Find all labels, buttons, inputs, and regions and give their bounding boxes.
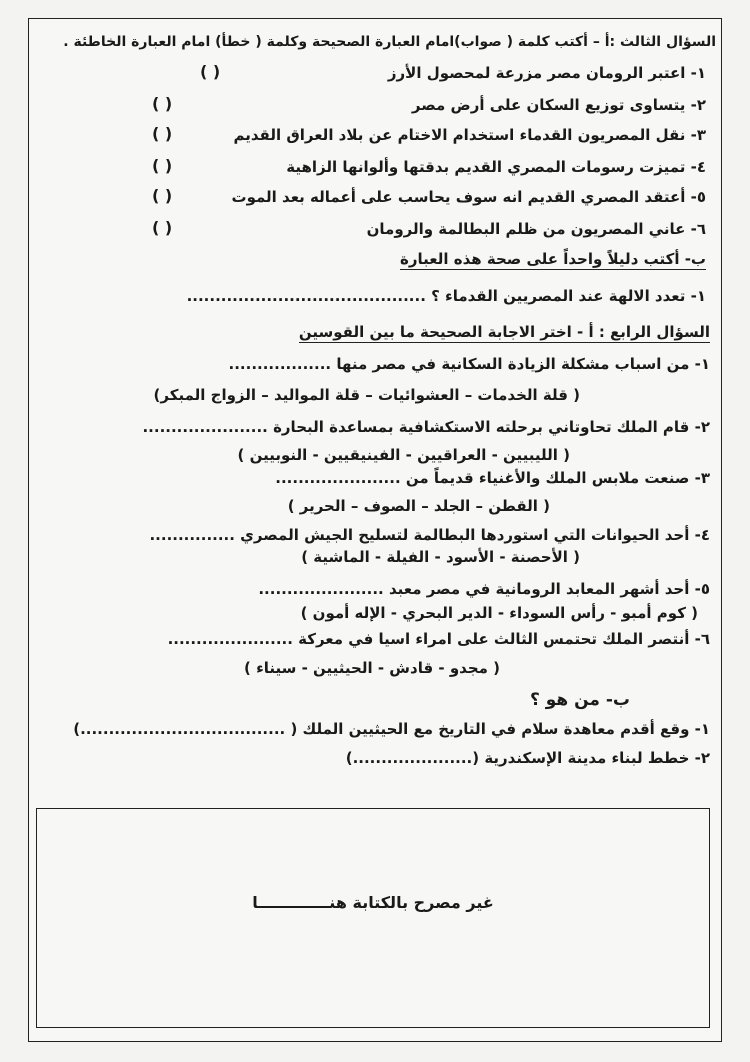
q4-part-b-item-1[interactable]: ١- وقع أقدم معاهدة سلام في التاريخ مع الحيثيين الملك ( ....................................) xyxy=(73,720,710,738)
q4-options-4[interactable]: ( الأحصنة - الأسود - الفيلة - الماشية ) xyxy=(301,548,580,566)
q3-answer-1[interactable]: ( ) xyxy=(200,62,221,81)
q4-item-6: ٦- أنتصر الملك تحتمس الثالث على امراء اسيا في معركة ...................... xyxy=(167,630,710,648)
q4-options-5[interactable]: ( كوم أمبو - رأس السوداء - الدير البحري - الإله أمون ) xyxy=(300,604,698,622)
q4-options-3[interactable]: ( القطن – الجلد – الصوف – الحرير ) xyxy=(287,497,550,515)
q4-options-1[interactable]: ( قلة الخدمات – العشوائيات – قلة المواليد – الزواج المبكر) xyxy=(153,386,580,404)
q4-options-6[interactable]: ( مجدو - قادش - الحيثيين - سيناء ) xyxy=(244,659,500,677)
q4-item-4: ٤- أحد الحيوانات التي استوردها البطالمة لتسليح الجيش المصري ............... xyxy=(149,526,710,544)
q4-part-b-title: ب- من هو ؟ xyxy=(529,690,630,710)
q3-item-4: ٤- تميزت رسومات المصري القديم بدقتها وألوانها الزاهية xyxy=(286,158,706,176)
q4-options-2[interactable]: ( الليبيين - العراقيين - الفينيقيين - النوبيين ) xyxy=(237,446,570,464)
q3-part-b-item[interactable]: ١- تعدد الالهة عند المصريين القدماء ؟ .......................................... xyxy=(186,287,706,305)
q4-item-2: ٢- قام الملك تحاوتاني برحلته الاستكشافية بمساعدة البحارة ...................... xyxy=(142,418,710,436)
q3-answer-4[interactable]: ( ) xyxy=(152,156,173,175)
q4-part-b-item-2[interactable]: ٢- خطط لبناء مدينة الإسكندرية (.....................) xyxy=(345,749,710,767)
q4-header: السؤال الرابع : أ - اختر الاجابة الصحيحة ما بين القوسين xyxy=(298,323,710,341)
q3-part-b-title: ب- أكتب دليلاً واحداً على صحة هذه العبارة xyxy=(400,250,706,268)
no-writing-box xyxy=(36,808,710,1028)
q4-item-3: ٣- صنعت ملابس الملك والأغنياء قديماً من ...................... xyxy=(275,469,710,487)
q3-item-3: ٣- نقل المصريون القدماء استخدام الاختام عن بلاد العراق القديم xyxy=(233,126,706,144)
no-writing-notice: غير مصرح بالكتابة هنـــــــــــــا xyxy=(252,893,494,912)
q4-item-1: ١- من اسباب مشكلة الزيادة السكانية في مصر منها .................. xyxy=(228,355,710,373)
q3-answer-5[interactable]: ( ) xyxy=(152,186,173,205)
q3-item-5: ٥- أعتقد المصري القديم انه سوف يحاسب على أعماله بعد الموت xyxy=(231,188,706,206)
q3-answer-2[interactable]: ( ) xyxy=(152,94,173,113)
q3-item-6: ٦- عاني المصريون من ظلم البطالمة والرومان xyxy=(366,220,706,238)
q3-answer-6[interactable]: ( ) xyxy=(152,218,173,237)
q3-answer-3[interactable]: ( ) xyxy=(152,124,173,143)
q3-item-2: ٢- يتساوى توزيع السكان على أرض مصر xyxy=(411,96,706,114)
q3-item-1: ١- اعتبر الرومان مصر مزرعة لمحصول الأرز xyxy=(387,64,706,82)
q4-item-5: ٥- أحد أشهر المعابد الرومانية في مصر معبد ...................... xyxy=(258,580,710,598)
q3-header: السؤال الثالث :أ – أكتب كلمة ( صواب)امام العبارة الصحيحة وكلمة ( خطأ) امام العبارة الخاطئة . xyxy=(63,34,716,50)
